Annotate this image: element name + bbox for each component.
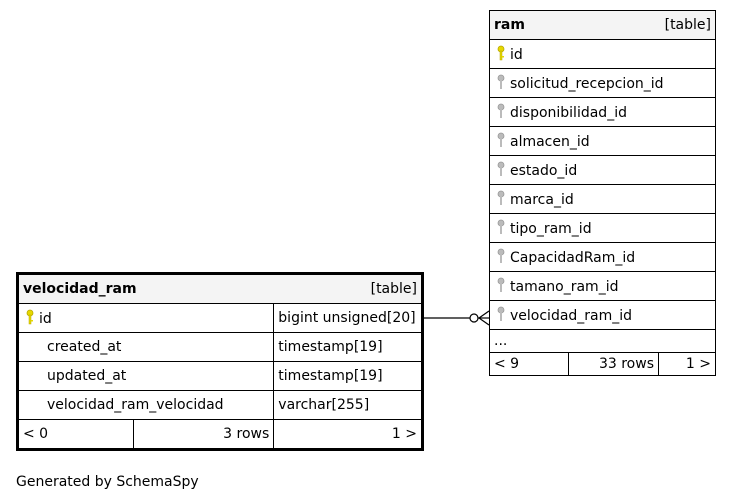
table-row: [18, 304, 423, 333]
column-name: id: [39, 311, 52, 327]
parents-link[interactable]: < 0: [18, 420, 134, 450]
column-name: created_at: [18, 333, 274, 362]
column-name: CapacidadRam_id: [510, 250, 636, 266]
column-name: marca_id: [510, 192, 574, 208]
column-type: bigint unsigned[20]: [274, 304, 423, 333]
children-link[interactable]: 1 >: [274, 420, 423, 450]
table-row: [490, 272, 716, 301]
column-name: tamano_ram_id: [510, 279, 619, 295]
column-name: id: [510, 47, 523, 63]
children-link[interactable]: 1 >: [659, 353, 716, 376]
table-row: [490, 40, 716, 69]
column-name: solicitud_recepcion_id: [510, 76, 664, 92]
table-row: [18, 333, 423, 362]
table-row: [490, 156, 716, 185]
table-row: [490, 301, 716, 330]
column-name: tipo_ram_id: [510, 221, 592, 237]
more-columns: ...: [490, 330, 716, 353]
row-count: 33 rows: [569, 353, 659, 376]
column-name: disponibilidad_id: [510, 105, 627, 121]
crowfoot-icon: [479, 311, 489, 318]
column-name: updated_at: [18, 362, 274, 391]
table-row: [490, 98, 716, 127]
table-row: [18, 391, 423, 420]
table-header: [490, 11, 716, 40]
foreign-key-icon: [494, 161, 508, 179]
table-row: [490, 127, 716, 156]
row-count: 3 rows: [134, 420, 274, 450]
column-type: timestamp[19]: [274, 333, 423, 362]
table-row: [490, 330, 716, 353]
table-footer: [18, 420, 423, 450]
column-type: timestamp[19]: [274, 362, 423, 391]
table-header: [18, 274, 423, 304]
generated-by-text: Generated by SchemaSpy: [16, 474, 199, 490]
column-name: velocidad_ram_id: [510, 308, 633, 324]
table-name: ram: [494, 17, 525, 33]
table-footer: [490, 353, 716, 376]
foreign-key-icon: [494, 103, 508, 121]
table-row: [490, 185, 716, 214]
table-row: [490, 214, 716, 243]
table-row: [490, 69, 716, 98]
parents-link[interactable]: < 9: [490, 353, 569, 376]
column-name: estado_id: [510, 163, 578, 179]
column-name: almacen_id: [510, 134, 590, 150]
zero-marker-icon: [470, 314, 478, 322]
foreign-key-icon: [494, 248, 508, 266]
foreign-key-icon: [494, 219, 508, 237]
table-row: [18, 362, 423, 391]
velocidad-ram-table[interactable]: [16, 272, 424, 451]
table-name: velocidad_ram: [23, 281, 137, 297]
primary-key-icon: [494, 45, 508, 63]
column-type: varchar[255]: [274, 391, 423, 420]
foreign-key-icon: [494, 277, 508, 295]
table-type: [table]: [370, 281, 417, 297]
column-name: velocidad_ram_velocidad: [18, 391, 274, 420]
table-row: [490, 243, 716, 272]
foreign-key-icon: [494, 74, 508, 92]
foreign-key-icon: [494, 306, 508, 324]
foreign-key-icon: [494, 190, 508, 208]
foreign-key-icon: [494, 132, 508, 150]
table-type: [table]: [664, 17, 711, 33]
ram-table[interactable]: [489, 10, 716, 376]
primary-key-icon: [23, 309, 37, 327]
